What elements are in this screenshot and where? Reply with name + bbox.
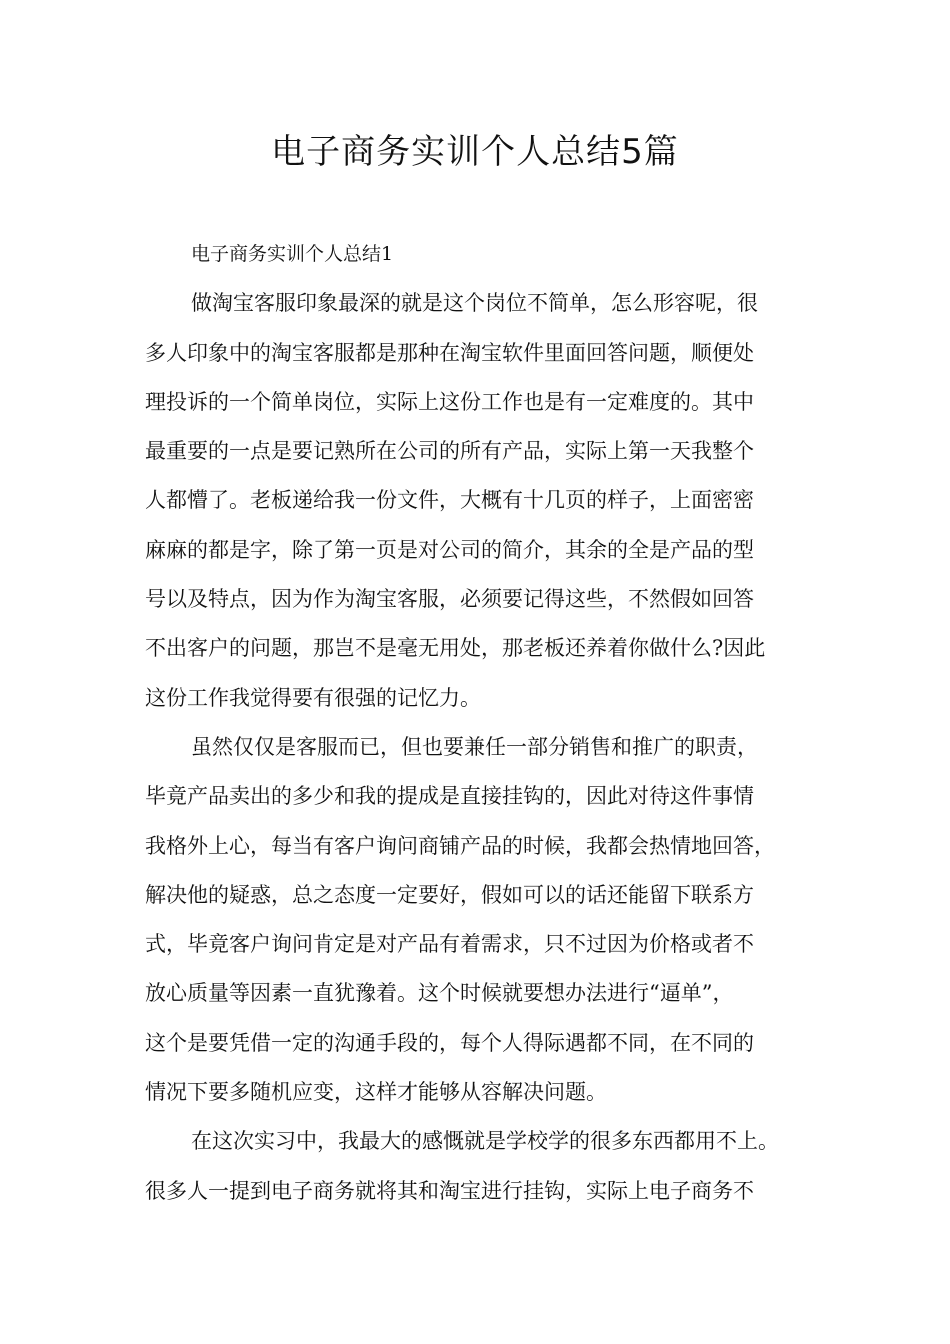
paragraph-line: 做淘宝客服印象最深的就是这个岗位不简单，怎么形容呢，很 [191, 291, 758, 316]
paragraph-line: 理投诉的一个简单岗位，实际上这份工作也是有一定难度的。其中 [145, 389, 754, 414]
paragraph-line: 多人印象中的淘宝客服都是那种在淘宝软件里面回答问题，顺便处 [145, 340, 754, 365]
paragraph-line: 我格外上心，每当有客户询问商铺产品的时候，我都会热情地回答， [145, 833, 775, 858]
paragraph-line: 这个是要凭借一定的沟通手段的，每个人得际遇都不同，在不同的 [145, 1030, 754, 1055]
paragraph-line: 式，毕竟客户询问肯定是对产品有着需求，只不过因为价格或者不 [145, 932, 754, 957]
document-body [145, 230, 825, 1216]
paragraph-line: 人都懵了。老板递给我一份文件，大概有十几页的样子，上面密密 [145, 488, 754, 513]
paragraph-3 [145, 1117, 825, 1216]
paragraph-line: 很多人一提到电子商务就将其和淘宝进行挂钩，实际上电子商务不 [145, 1178, 754, 1203]
section-heading: 电子商务实训个人总结1 [191, 243, 394, 265]
document-title: 电子商务实训个人总结5篇 [271, 132, 679, 172]
paragraph-line: 这份工作我觉得要有很强的记忆力。 [145, 685, 481, 710]
paragraph-line: 虽然仅仅是客服而已，但也要兼任一部分销售和推广的职责， [191, 734, 758, 759]
paragraph-line: 号以及特点，因为作为淘宝客服，必须要记得这些，不然假如回答 [145, 587, 754, 612]
paragraph-line: 情况下要多随机应变，这样才能够从容解决问题。 [145, 1080, 607, 1105]
paragraph-line: 放心质量等因素一直犹豫着。这个时候就要想办法进行“逼单”， [145, 981, 734, 1006]
paragraph-line: 麻麻的都是字，除了第一页是对公司的简介，其余的全是产品的型 [145, 537, 754, 562]
paragraph-1 [145, 279, 825, 723]
paragraph-line: 在这次实习中，我最大的感慨就是学校学的很多东西都用不上。 [191, 1129, 779, 1154]
paragraph-line: 不出客户的问题，那岂不是毫无用处，那老板还养着你做什么?因此 [145, 636, 766, 661]
paragraph-2 [145, 723, 825, 1117]
paragraph-line: 毕竟产品卖出的多少和我的提成是直接挂钩的，因此对待这件事情 [145, 784, 754, 809]
paragraph-line: 解决他的疑惑，总之态度一定要好，假如可以的话还能留下联系方 [145, 882, 754, 907]
paragraph-line: 最重要的一点是要记熟所在公司的所有产品，实际上第一天我整个 [145, 439, 754, 464]
